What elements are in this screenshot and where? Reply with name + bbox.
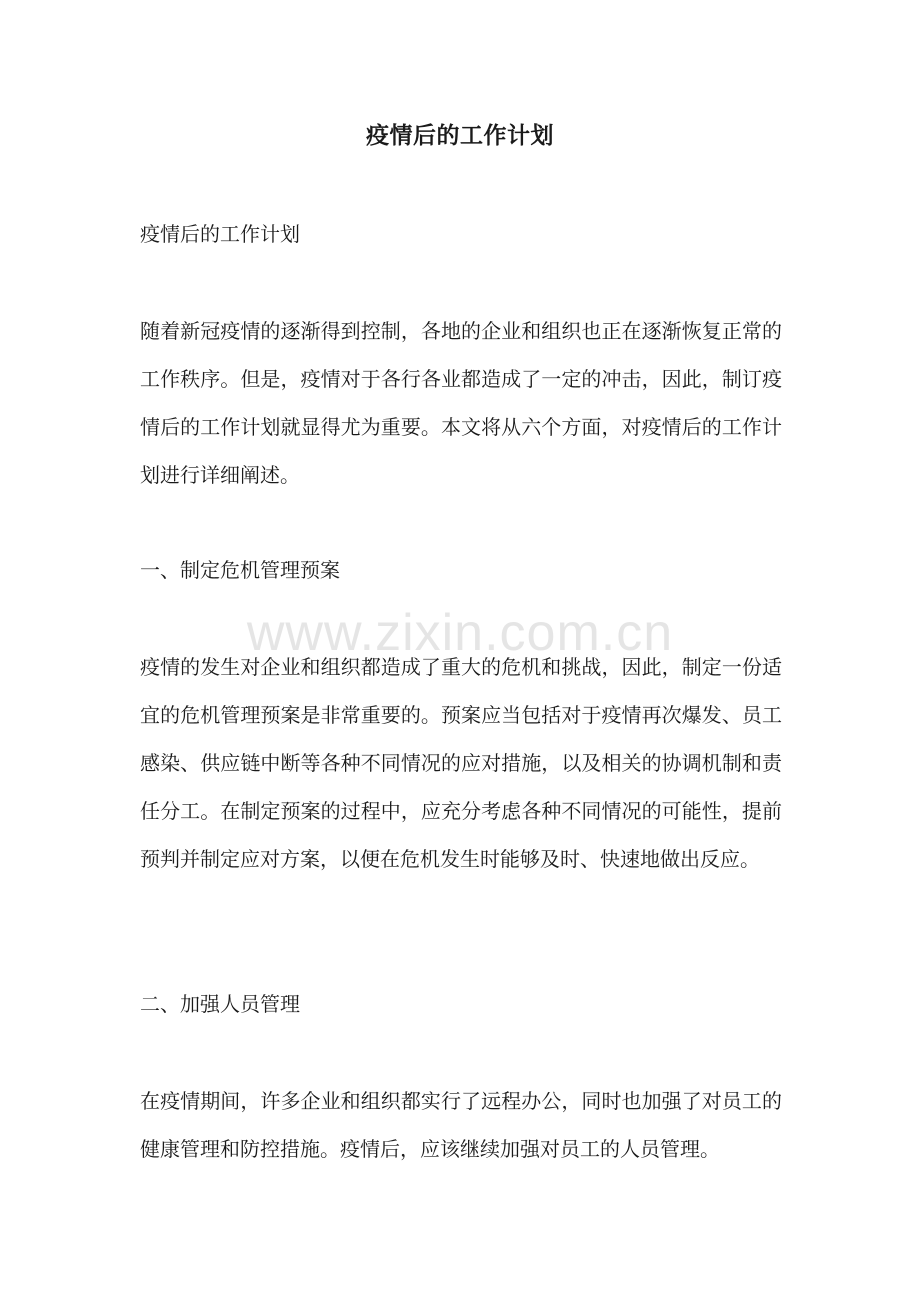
- document-subtitle: 疫情后的工作计划: [140, 222, 300, 246]
- section-body-1: 疫情的发生对企业和组织都造成了重大的危机和挑战，因此，制定一份适宜的危机管理预案是非常重要的。预案应当包括对于疫情再次爆发、员工感染、供应链中断等各种不同情况的应对措施，以及相关的协调机制和责任分工。在制定预案的过程中，应充分考虑各种不同情况的可能性，提前预判并制定应对方案，以便在危机发生时能够及时、快速地做出反应。: [140, 655, 782, 871]
- section-heading-2: 二、加强人员管理: [140, 992, 300, 1016]
- section-body-2: 在疫情期间，许多企业和组织都实行了远程办公，同时也加强了对员工的健康管理和防控措施。疫情后，应该继续加强对员工的人员管理。: [140, 1089, 782, 1161]
- intro-paragraph: 随着新冠疫情的逐渐得到控制，各地的企业和组织也正在逐渐恢复正常的工作秩序。但是，疫情对于各行各业都造成了一定的冲击，因此，制订疫情后的工作计划就显得尤为重要。本文将从六个方面，对疫情后的工作计划进行详细阐述。: [140, 319, 782, 487]
- watermark: www.zixin.com.cn: [246, 604, 674, 662]
- document-title: 疫情后的工作计划: [366, 122, 554, 149]
- section-heading-1: 一、制定危机管理预案: [140, 558, 340, 582]
